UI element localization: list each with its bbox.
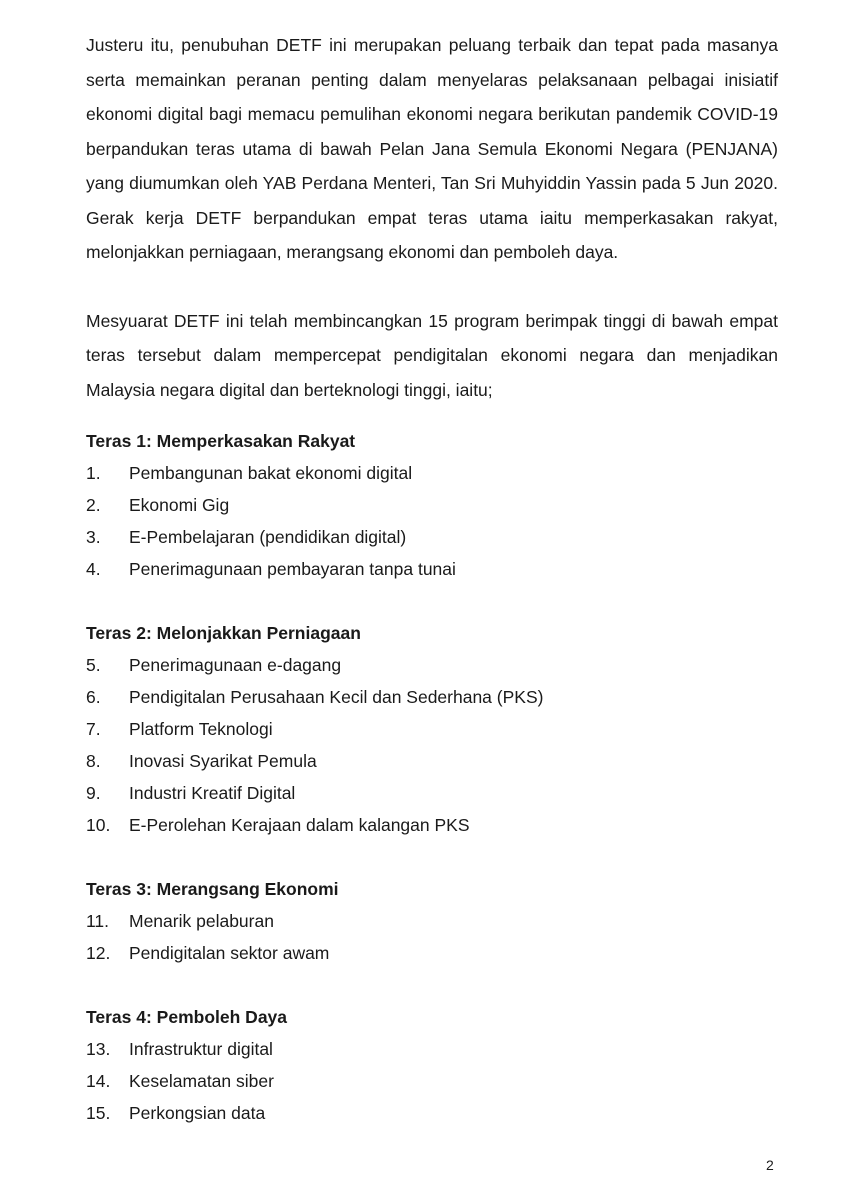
item-number: 11. [86,911,110,931]
section-teras-2 [86,617,778,841]
list-item [86,777,778,809]
program-list [86,1033,778,1129]
list-item [86,681,778,713]
document-body [86,28,778,1129]
item-number: 4. [86,559,101,579]
item-number: 2. [86,495,101,515]
item-text: E-Pembelajaran (pendidikan digital) [129,527,407,547]
item-number: 15. [86,1103,111,1123]
item-text: Menarik pelaburan [129,911,274,931]
item-number: 3. [86,527,101,547]
section-heading: Teras 2: Melonjakkan Perniagaan [86,623,361,643]
item-text: E-Perolehan Kerajaan dalam kalangan PKS [129,815,470,835]
list-item [86,1097,778,1129]
paragraph-intro: Justeru itu, penubuhan DETF ini merupakan peluang terbaik dan tepat pada masanya serta memainkan peranan penting dalam menyelaras pelaksanaan pelbagai inisiatif ekonomi digital bagi memacu pemulihan ekonomi negara berikutan pandemik COVID-19 berpandukan teras utama di bawah Pelan Jana Semula Ekonomi Negara (PENJANA) yang diumumkan oleh YAB Perdana Menteri, Tan Sri Muhyiddin Yassin pada 5 Jun 2020. Gerak kerja DETF berpandukan empat teras utama iaitu memperkasakan rakyat, melonjakkan perniagaan, merangsang ekonomi dan pemboleh daya. [86,35,778,262]
item-text: Platform Teknologi [129,719,273,739]
program-list [86,457,778,585]
item-text: Pendigitalan sektor awam [129,943,330,963]
item-number: 1. [86,463,101,483]
section-heading: Teras 1: Memperkasakan Rakyat [86,431,356,451]
item-number: 14. [86,1071,111,1091]
list-item [86,937,778,969]
list-item [86,489,778,521]
item-number: 13. [86,1039,111,1059]
list-item [86,809,778,841]
paragraph-meeting: Mesyuarat DETF ini telah membincangkan 15 program berimpak tinggi di bawah empat teras tersebut dalam mempercepat pendigitalan ekonomi negara dan menjadikan Malaysia negara digital dan berteknologi tinggi, iaitu; [86,310,778,400]
item-number: 5. [86,655,101,675]
section-heading: Teras 3: Merangsang Ekonomi [86,879,339,899]
list-item [86,649,778,681]
item-number: 10. [86,815,111,835]
item-text: Penerimagunaan pembayaran tanpa tunai [129,559,456,579]
item-number: 9. [86,783,101,803]
list-item [86,713,778,745]
list-item [86,1033,778,1065]
item-text: Inovasi Syarikat Pemula [129,751,317,771]
section-heading: Teras 4: Pemboleh Daya [86,1007,288,1027]
list-item [86,1065,778,1097]
section-teras-1 [86,425,778,585]
item-text: Ekonomi Gig [129,495,230,515]
item-number: 7. [86,719,101,739]
item-text: Keselamatan siber [129,1071,274,1091]
list-item [86,553,778,585]
item-text: Infrastruktur digital [129,1039,273,1059]
program-list [86,905,778,969]
item-text: Pendigitalan Perusahaan Kecil dan Sederhana (PKS) [129,687,544,707]
list-item [86,457,778,489]
page-number: 2 [766,1157,774,1173]
section-teras-3 [86,873,778,969]
section-teras-4 [86,1001,778,1129]
list-item [86,521,778,553]
item-text: Penerimagunaan e-dagang [129,655,342,675]
list-item [86,745,778,777]
program-list [86,649,778,841]
item-text: Pembangunan bakat ekonomi digital [129,463,413,483]
item-text: Industri Kreatif Digital [129,783,296,803]
list-item [86,905,778,937]
item-number: 6. [86,687,101,707]
item-number: 8. [86,751,101,771]
item-text: Perkongsian data [129,1103,266,1123]
item-number: 12. [86,943,111,963]
